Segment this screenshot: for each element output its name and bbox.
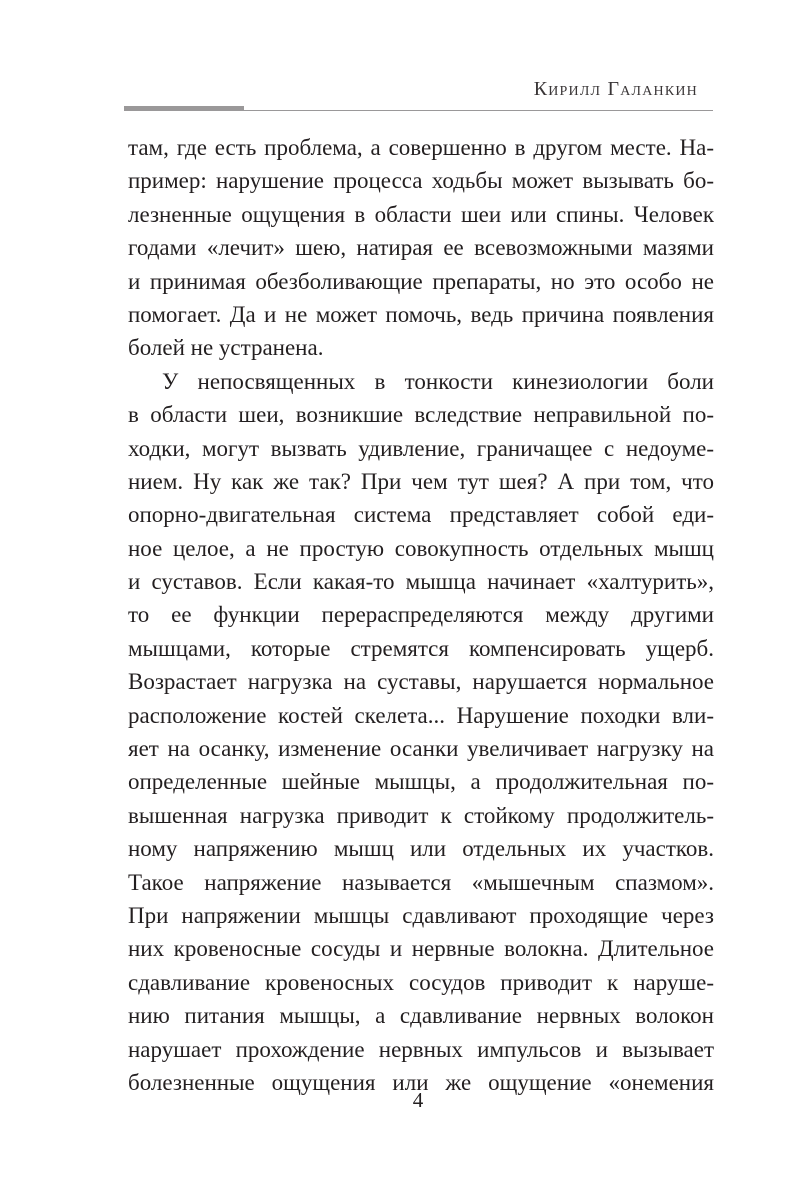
text-line: болезненные ощущения или же ощущение «онемения — [128, 1069, 714, 1095]
text-line: сдавливание кровеносных сосудов приводит к наруше- — [128, 969, 714, 995]
text-line: нию питания мышцы, а сдавливание нервных волокон — [128, 1003, 714, 1029]
text-line: При напряжении мышцы сдавливают проходящие через — [128, 902, 714, 928]
text-line: нием. Ну как же так? При чем тут шея? А при том, что — [128, 468, 714, 494]
text-line: то ее функции перераспределяются между другими — [128, 602, 714, 628]
text-line: Такое напряжение называется «мышечным спазмом». — [128, 869, 714, 895]
text-line: пример: нарушение процесса ходьбы может вызывать бо- — [128, 168, 714, 194]
page-number: 4 — [412, 1088, 424, 1112]
text-line: там, где есть проблема, а совершенно в другом месте. На- — [128, 135, 714, 160]
text-line: в области шеи, возникшие вследствие неправильной по- — [128, 402, 714, 428]
paragraph-1 — [128, 131, 714, 365]
text-line: мышцами, которые стремятся компенсировать ущерб. — [128, 635, 714, 661]
header-rule — [244, 110, 713, 111]
text-line: яет на осанку, изменение осанки увеличивает нагрузку на — [128, 736, 714, 762]
text-line: Возрастает нагрузка на суставы, нарушается нормальное — [128, 669, 714, 695]
text-line: У непосвященных в тонкости кинезиологии боли — [162, 368, 714, 394]
paragraph-2 — [128, 365, 714, 1100]
text-line: расположение костей скелета... Нарушение походки вли- — [128, 702, 714, 728]
text-line: и принимая обезболивающие препараты, но это особо не — [128, 268, 714, 294]
text-line: ходки, могут вызвать удивление, граничащее с недоуме- — [128, 435, 714, 461]
text-line: нарушает прохождение нервных импульсов и вызывает — [128, 1036, 714, 1062]
header-accent-bar — [124, 106, 244, 111]
text-line: лезненные ощущения в области шеи или спины. Человек — [128, 201, 714, 227]
body-text — [128, 131, 714, 1099]
text-line: ное целое, а не простую совокупность отдельных мышц — [128, 535, 714, 561]
text-line: помогает. Да и не может помочь, ведь причина появления — [128, 301, 714, 327]
text-line: болей не устранена. — [128, 335, 324, 361]
text-line: определенные шейные мышцы, а продолжительная по- — [128, 769, 714, 795]
text-line: вышенная нагрузка приводит к стойкому продолжитель- — [128, 802, 714, 828]
text-line: ному напряжению мышц или отдельных их участков. — [128, 836, 714, 862]
text-line: годами «лечит» шею, натирая ее всевозможными мазями — [128, 235, 714, 261]
running-head-author: Кирилл Галанкин — [533, 78, 698, 100]
text-line: них кровеносные сосуды и нервные волокна. Длительное — [128, 936, 714, 962]
text-line: и суставов. Если какая-то мышца начинает «халтурить», — [128, 569, 714, 595]
text-line: опорно-двигательная система представляет собой еди- — [128, 502, 714, 528]
